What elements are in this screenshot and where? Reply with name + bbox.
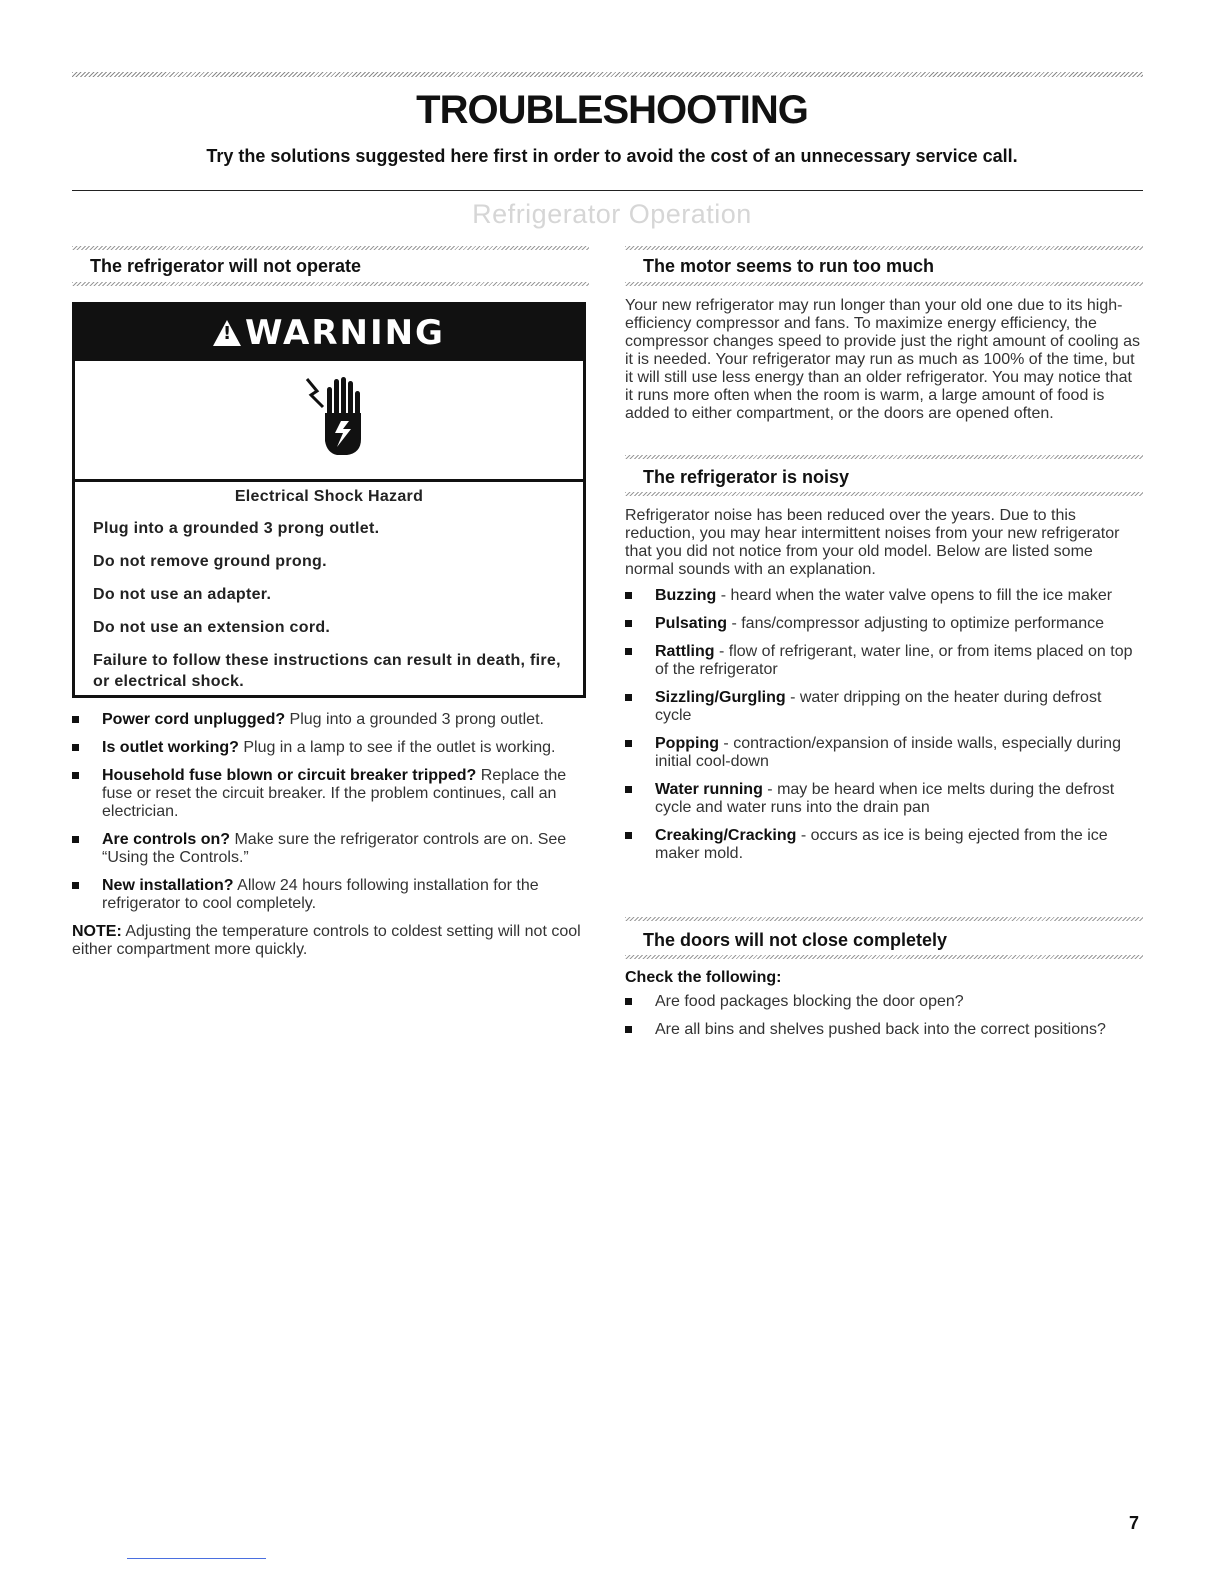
- bullet-icon: [72, 882, 79, 889]
- page-subtitle: Try the solutions suggested here first in order to avoid the cost of an unnecessary service call.: [206, 146, 1018, 166]
- list-item: Power cord unplugged? Plug into a grounded 3 prong outlet.: [72, 711, 590, 729]
- list-item: Is outlet working? Plug in a lamp to see if the outlet is working.: [72, 739, 590, 757]
- note-text: Adjusting the temperature controls to coldest setting will not cool either compartment more quickly.: [72, 923, 581, 958]
- list-item: Pulsating - fans/compressor adjusting to optimize performance: [625, 615, 1141, 633]
- warning-line: Failure to follow these instructions can result in death, fire, or electrical shock.: [93, 652, 561, 690]
- list-item: Are controls on? Make sure the refrigerator controls are on. See “Using the Controls.”: [72, 831, 590, 867]
- motor-heading-rule-bottom: [625, 282, 1143, 286]
- list-item: Popping - contraction/expansion of inside walls, especially during initial cool-down: [625, 735, 1141, 771]
- section-title: Refrigerator Operation: [472, 199, 752, 229]
- list-item: Are all bins and shelves pushed back into the correct positions?: [625, 1021, 1141, 1039]
- list-item: Sizzling/Gurgling - water dripping on the heater during defrost cycle: [625, 689, 1141, 725]
- warning-line: Plug into a grounded 3 prong outlet.: [93, 520, 380, 537]
- warning-line: Do not remove ground prong.: [93, 553, 327, 570]
- bullet-icon: [625, 998, 632, 1005]
- doors-heading: The doors will not close completely: [643, 930, 948, 950]
- left-heading: The refrigerator will not operate: [90, 256, 362, 276]
- list-item: Household fuse blown or circuit breaker tripped? Replace the fuse or reset the circuit breaker. If the problem continues, call an electrician.: [72, 767, 590, 821]
- noisy-section: [625, 507, 1141, 873]
- left-heading-rule-bottom: [72, 282, 589, 286]
- list-item: Rattling - flow of refrigerant, water line, or from items placed on top of the refrigerator: [625, 643, 1141, 679]
- left-checklist: [72, 711, 590, 959]
- doors-section: [625, 969, 1141, 1049]
- page-number: 7: [1129, 1513, 1140, 1533]
- bullet-icon: [625, 786, 632, 793]
- noisy-heading-rule-top: [625, 455, 1143, 459]
- noisy-text: Refrigerator noise has been reduced over the years. Due to this reduction, you may hear intermittent noises from your new refrigerator that you did not notice from your old model. Below are listed some normal sounds with an explanation.: [625, 507, 1120, 578]
- list-item: Water running - may be heard when ice melts during the defrost cycle and water runs into the drain pan: [625, 781, 1141, 817]
- list-item: New installation? Allow 24 hours following installation for the refrigerator to cool completely.: [72, 877, 590, 913]
- bullet-icon: [72, 744, 79, 751]
- list-item: Are food packages blocking the door open?: [625, 993, 1141, 1011]
- hazard-title: Electrical Shock Hazard: [234, 488, 424, 505]
- header-divider: [72, 190, 1143, 191]
- bullet-icon: [625, 832, 632, 839]
- warning-header: [75, 305, 583, 361]
- motor-heading: The motor seems to run too much: [643, 256, 935, 276]
- note-label: NOTE:: [72, 923, 122, 940]
- bullet-icon: [625, 1026, 632, 1033]
- bullet-icon: [625, 648, 632, 655]
- warning-label: WARNING: [245, 313, 445, 353]
- motor-text: Your new refrigerator may run longer than your old one due to its high-efficiency compressor and fans. To maximize energy efficiency, the compressor changes speed to provide just the right amount of cooling as it is needed. Your refrigerator may run as much as 100% of the time, but it will still use less energy than an older refrigerator. You may notice that it runs more often when the room is warm, a large amount of food is added to either compartment, or the doors are opened often.: [625, 297, 1140, 422]
- warning-line: Do not use an adapter.: [93, 586, 272, 603]
- list-item: Buzzing - heard when the water valve opens to fill the ice maker: [625, 587, 1141, 605]
- warning-text: [75, 482, 583, 692]
- warning-box: [72, 302, 586, 698]
- bullet-icon: [72, 716, 79, 723]
- doors-heading-rule-top: [625, 917, 1143, 921]
- electrical-shock-hand-icon: [303, 373, 373, 465]
- bullet-icon: [625, 592, 632, 599]
- warning-triangle-icon: [213, 320, 241, 346]
- warning-icon-area: [75, 361, 583, 482]
- doors-heading-rule-bottom: [625, 955, 1143, 959]
- bullet-icon: [72, 836, 79, 843]
- bullet-icon: [625, 740, 632, 747]
- left-heading-rule-top: [72, 246, 589, 250]
- check-label: Check the following:: [625, 969, 782, 986]
- noisy-heading: The refrigerator is noisy: [643, 467, 850, 487]
- footer-link-underline[interactable]: [127, 1558, 266, 1559]
- top-hatch-band: [72, 72, 1143, 77]
- warning-line: Do not use an extension cord.: [93, 619, 331, 636]
- noisy-heading-rule-bottom: [625, 492, 1143, 496]
- bullet-icon: [72, 772, 79, 779]
- motor-heading-rule-top: [625, 246, 1143, 250]
- bullet-icon: [625, 620, 632, 627]
- note: [72, 923, 590, 959]
- bullet-icon: [625, 694, 632, 701]
- page-title: TROUBLESHOOTING: [416, 88, 808, 132]
- list-item: Creaking/Cracking - occurs as ice is being ejected from the ice maker mold.: [625, 827, 1141, 863]
